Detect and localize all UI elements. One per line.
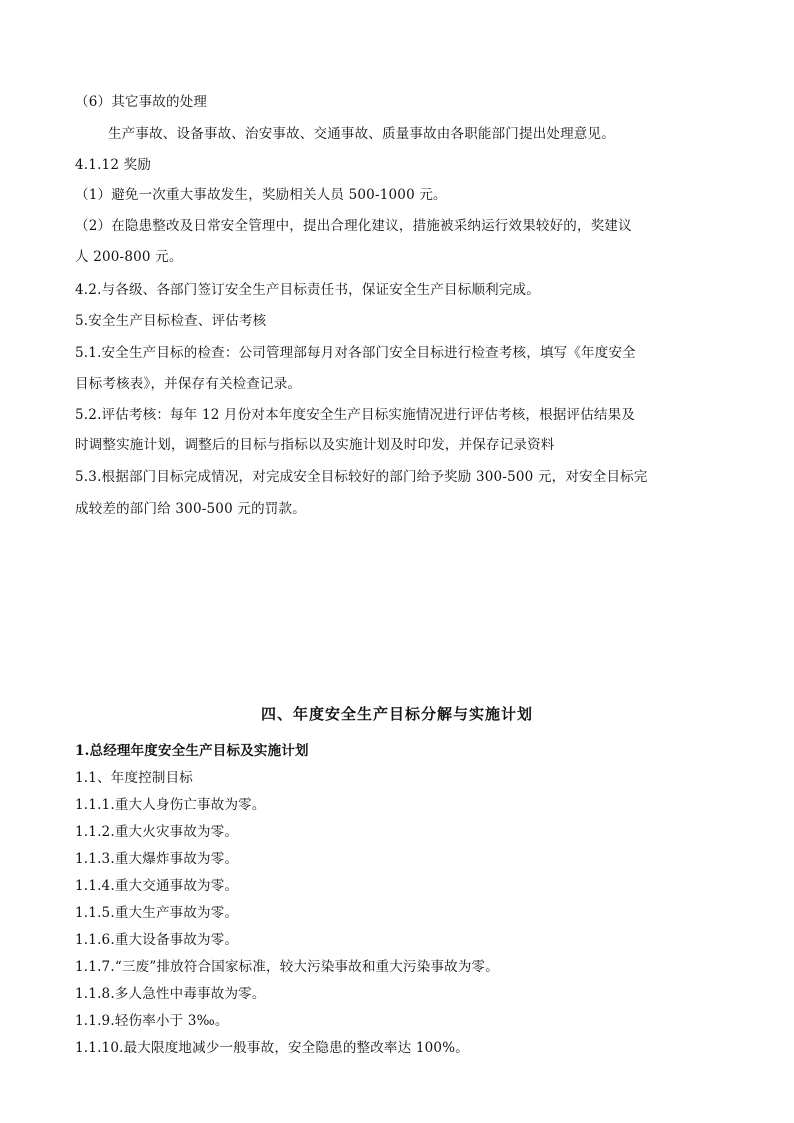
paragraph-line: 5.3.根据部门目标完成情况，对完成安全目标较好的部门给予奖励 300-500 元，对安全目标完 [75,469,648,485]
list-item: 1.1、年度控制目标 [75,770,193,786]
paragraph-line: 4.1.12 奖励 [75,157,152,173]
list-item: 1.1.4.重大交通事故为零。 [75,878,239,894]
list-item: 1.1.6.重大设备事故为零。 [75,932,239,948]
paragraph-line: 5.1.安全生产目标的检查：公司管理部每月对各部门安全目标进行检查考核，填写《年度安全 [75,345,636,361]
list-item: 1.1.1.重大人身伤亡事故为零。 [75,797,266,813]
section-title: 四、年度安全生产目标分解与实施计划 [260,705,533,723]
paragraph-line: 人 200-800 元。 [75,249,183,265]
paragraph-line: 5.2.评估考核：每年 12 月份对本年度安全生产目标实施情况进行评估考核，根据评估结果及 [75,407,636,423]
paragraph-line: （2）在隐患整改及日常安全管理中，提出合理化建议，措施被采纳运行效果较好的，奖建议 [75,218,632,234]
list-item: 1.1.10.最大限度地减少一般事故，安全隐患的整改率达 100%。 [75,1040,469,1056]
list-item: 1.1.3.重大爆炸事故为零。 [75,851,239,867]
paragraph-line: 目标考核表》，并保存有关检查记录。 [75,376,302,392]
list-item: 1.1.9.轻伤率小于 3‰。 [75,1013,229,1029]
list-item: 1.1.2.重大火灾事故为零。 [75,824,239,840]
paragraph-line: 成较差的部门给 300-500 元的罚款。 [75,501,306,517]
list-item: 1.1.7.“三废”排放符合国家标准，较大污染事故和重大污染事故为零。 [75,959,499,975]
paragraph-line: 4.2.与各级、各部门签订安全生产目标责任书，保证安全生产目标顺利完成。 [75,282,540,298]
paragraph-line: （1）避免一次重大事故发生，奖励相关人员 500-1000 元。 [75,187,447,203]
paragraph-line: （6）其它事故的处理 [75,94,208,110]
paragraph-line: 5.安全生产目标检查、评估考核 [75,313,267,329]
list-item: 1.1.5.重大生产事故为零。 [75,905,239,921]
list-item: 1.1.8.多人急性中毒事故为零。 [75,986,266,1002]
paragraph-line: 时调整实施计划，调整后的目标与指标以及实施计划及时印发，并保存记录资料 [75,437,555,453]
paragraph-line: 生产事故、设备事故、治安事故、交通事故、质量事故由各职能部门提出处理意见。 [108,126,615,142]
section-subtitle: 1.总经理年度安全生产目标及实施计划 [75,743,309,759]
